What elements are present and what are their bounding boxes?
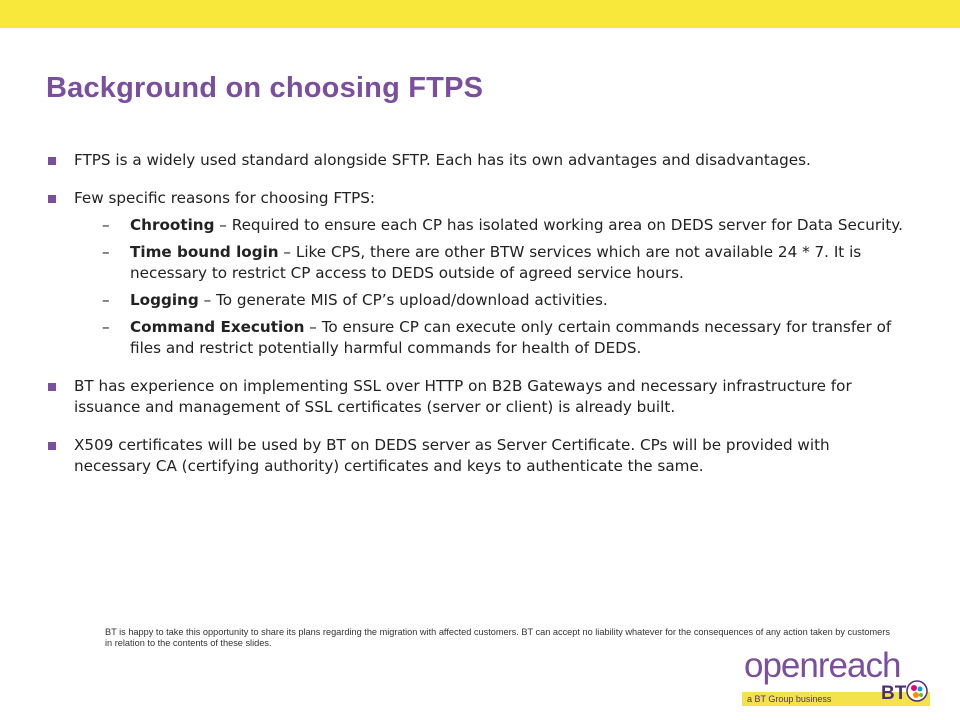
reason-description: – Like CPS, there are other BTW services which are not available 24 * 7. It is necessary to restrict CP access to DEDS outside of agreed service hours. bbox=[130, 243, 862, 282]
reason-term: Time bound login bbox=[130, 243, 279, 261]
square-bullet-icon bbox=[48, 195, 56, 203]
bullet-item bbox=[46, 150, 906, 171]
reason-item bbox=[74, 290, 906, 311]
square-bullet-icon bbox=[48, 383, 56, 391]
slide-title: Background on choosing FTPS bbox=[46, 72, 484, 104]
reason-description: – To generate MIS of CP’s upload/download activities. bbox=[198, 291, 608, 309]
top-accent-bar bbox=[0, 0, 960, 28]
square-bullet-icon bbox=[48, 157, 56, 165]
logo-wordmark: openreach bbox=[744, 646, 901, 685]
dash-marker: – bbox=[102, 243, 110, 261]
dash-marker: – bbox=[102, 318, 110, 336]
bt-brand-mark: BT bbox=[881, 683, 907, 704]
bullet-item bbox=[46, 188, 906, 359]
slide-content bbox=[46, 150, 906, 494]
reason-term: Logging bbox=[130, 291, 199, 309]
reason-description: – Required to ensure each CP has isolated working area on DEDS server for Data Security. bbox=[214, 216, 903, 234]
reason-item bbox=[74, 215, 906, 236]
bt-globe-icon bbox=[906, 680, 928, 702]
bullet-text: X509 certificates will be used by BT on DEDS server as Server Certificate. CPs will be provided with necessary CA (certifying authority) certificates and keys to authenticate the same. bbox=[74, 436, 830, 475]
bullet-text: FTPS is a widely used standard alongside SFTP. Each has its own advantages and disadvantages. bbox=[74, 151, 811, 169]
bullet-item bbox=[46, 435, 906, 477]
openreach-logo bbox=[742, 646, 932, 710]
bullet-text: BT has experience on implementing SSL over HTTP on B2B Gateways and necessary infrastructure for issuance and management of SSL certificates (server or client) is already built. bbox=[74, 377, 852, 416]
dash-marker: – bbox=[102, 291, 110, 309]
reason-item bbox=[74, 242, 906, 284]
reasons-list bbox=[74, 215, 906, 359]
square-bullet-icon bbox=[48, 442, 56, 450]
reason-item bbox=[74, 317, 906, 359]
logo-tagline: a BT Group business bbox=[747, 694, 832, 704]
reason-term: Command Execution bbox=[130, 318, 305, 336]
dash-marker: – bbox=[102, 216, 110, 234]
disclaimer-text: BT is happy to take this opportunity to share its plans regarding the migration with affected customers. BT can accept no liability whatever for the consequences of any action taken by customers in relation to the contents of these slides. bbox=[105, 627, 890, 648]
reason-term: Chrooting bbox=[130, 216, 215, 234]
reason-description: – To ensure CP can execute only certain commands necessary for transfer of files and restrict potentially harmful commands for health of DEDS. bbox=[130, 318, 892, 357]
bullet-item bbox=[46, 376, 906, 418]
bullet-text: Few specific reasons for choosing FTPS: bbox=[74, 189, 375, 207]
